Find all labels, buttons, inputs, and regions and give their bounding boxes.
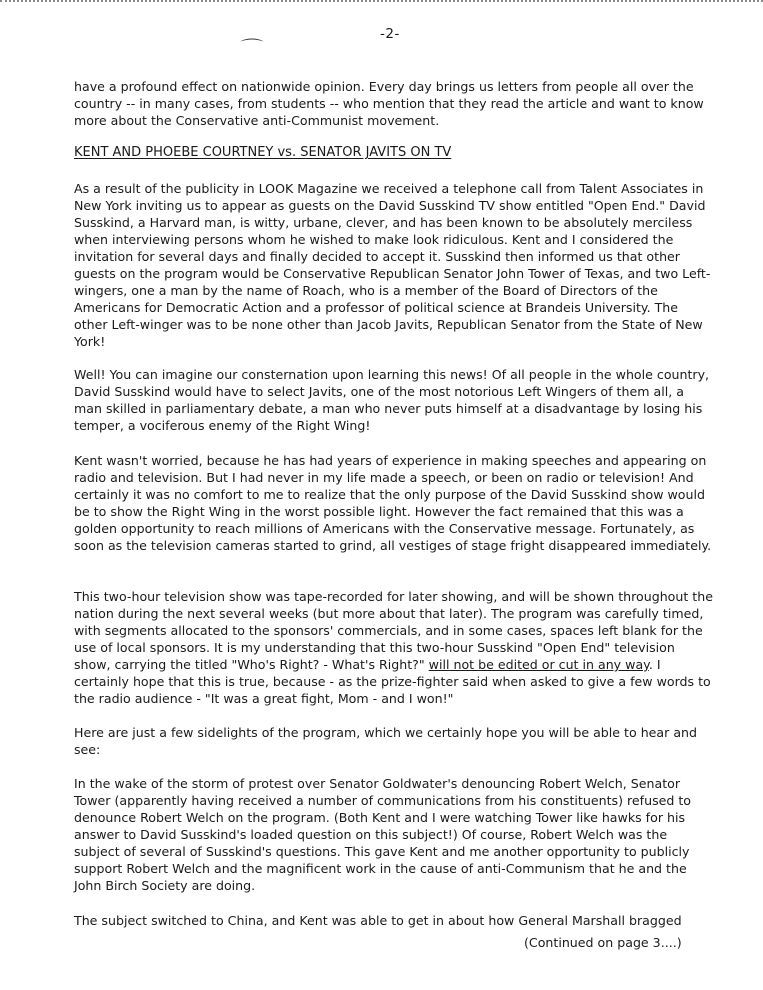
paragraph-tape-recorded-text-a: This two-hour television show was tape-recorded for later showing, and will be shown throughout the nation during the next several weeks (but more about that later). The program was carefully timed, with segments allocated to the sponsors' commercials, and in some cases, spaces left blank for the use of local sponsors. It is my understanding that this two-hour Susskind "Open End" television show, carrying the titled "Who's Right? - What's Right?" — [74, 589, 713, 672]
paragraph-tape-recorded-text-b: . I certainly hope that this is true, because - as the prize-fighter said when asked to give a few words to the radio audience - "It was a great fight, Mom - and I won!" — [74, 657, 711, 706]
paragraph-china: The subject switched to China, and Kent was able to get in about how General Marshall bragged — [74, 913, 682, 928]
paragraph-tape-recorded — [74, 588, 714, 707]
top-dotted-border — [0, 0, 763, 6]
underlined-phrase: will not be edited or cut in any way — [428, 657, 649, 672]
pen-mark: ⌒ — [240, 37, 264, 56]
paragraph-experience: Kent wasn't worried, because he has had years of experience in making speeches and appearing on radio and television. But I had never in my life made a speech, or been on radio or television! And certainly it was no comfort to me to realize that the only purpose of the David Susskind show would be to show the Right Wing in the worst possible light. However the fact remained that this was a golden opportunity to reach millions of Americans with the Conservative message. Fortunately, as soon as the television cameras started to grind, all vestiges of stage fright disappeared immediately. — [74, 453, 712, 553]
paragraph-look-magazine: As a result of the publicity in LOOK Magazine we received a telephone call from Talent Associates in New York inviting us to appear as guests on the David Susskind TV show entitled "Open End." David Susskind, a Harvard man, is witty, urbane, clever, and has been known to be absolutely merciless when interviewing persons whom he wished to make look ridiculous. Kent and I considered the invitation for several days and finally decided to accept it. Susskind then informed us that other guests on the program would be Conservative Republican Senator John Tower of Texas, and two Left-wingers, one a man by the name of Roach, who is a member of the Board of Directors of the Americans for Democratic Action and a professor of political science at Brandeis University. The other Left-winger was to be none other than Jacob Javits, Republican Senator from the State of New York! — [74, 181, 711, 349]
paragraph-sidelights: Here are just a few sidelights of the program, which we certainly hope you will be able to hear and see: — [74, 725, 698, 757]
paragraph-consternation: Well! You can imagine our consternation upon learning this news! Of all people in the whole country, David Susskind would have to select Javits, one of the most notorious Left Wingers of them all, a man skilled in parliamentary debate, a man who never puts himself at a disadvantage by losing his temper, a vociferous enemy of the Right Wing! — [74, 367, 710, 433]
paragraph-intro: have a profound effect on nationwide opinion. Every day brings us letters from people all over the country -- in many cases, from students -- who mention that they read the article and want to know more about the Conservative anti-Communist movement. — [74, 79, 704, 128]
continued-note: (Continued on page 3....) — [524, 935, 682, 950]
section-heading: KENT AND PHOEBE COURTNEY vs. SENATOR JAVITS ON TV — [74, 145, 452, 160]
paragraph-goldwater: In the wake of the storm of protest over Senator Goldwater's denouncing Robert Welch, Senator Tower (apparently having received a number of communications from his constituents) refused to denounce Robert Welch on the program. (Both Kent and I were watching Tower like hawks for his answer to David Susskind's loaded question on this subject!) Of course, Robert Welch was the subject of several of Susskind's questions. This gave Kent and me another opportunity to publicly support Robert Welch and the magnificent work in the cause of anti-Communism that he and the John Birch Society are doing. — [74, 776, 692, 893]
page-number: -2- — [380, 26, 400, 42]
